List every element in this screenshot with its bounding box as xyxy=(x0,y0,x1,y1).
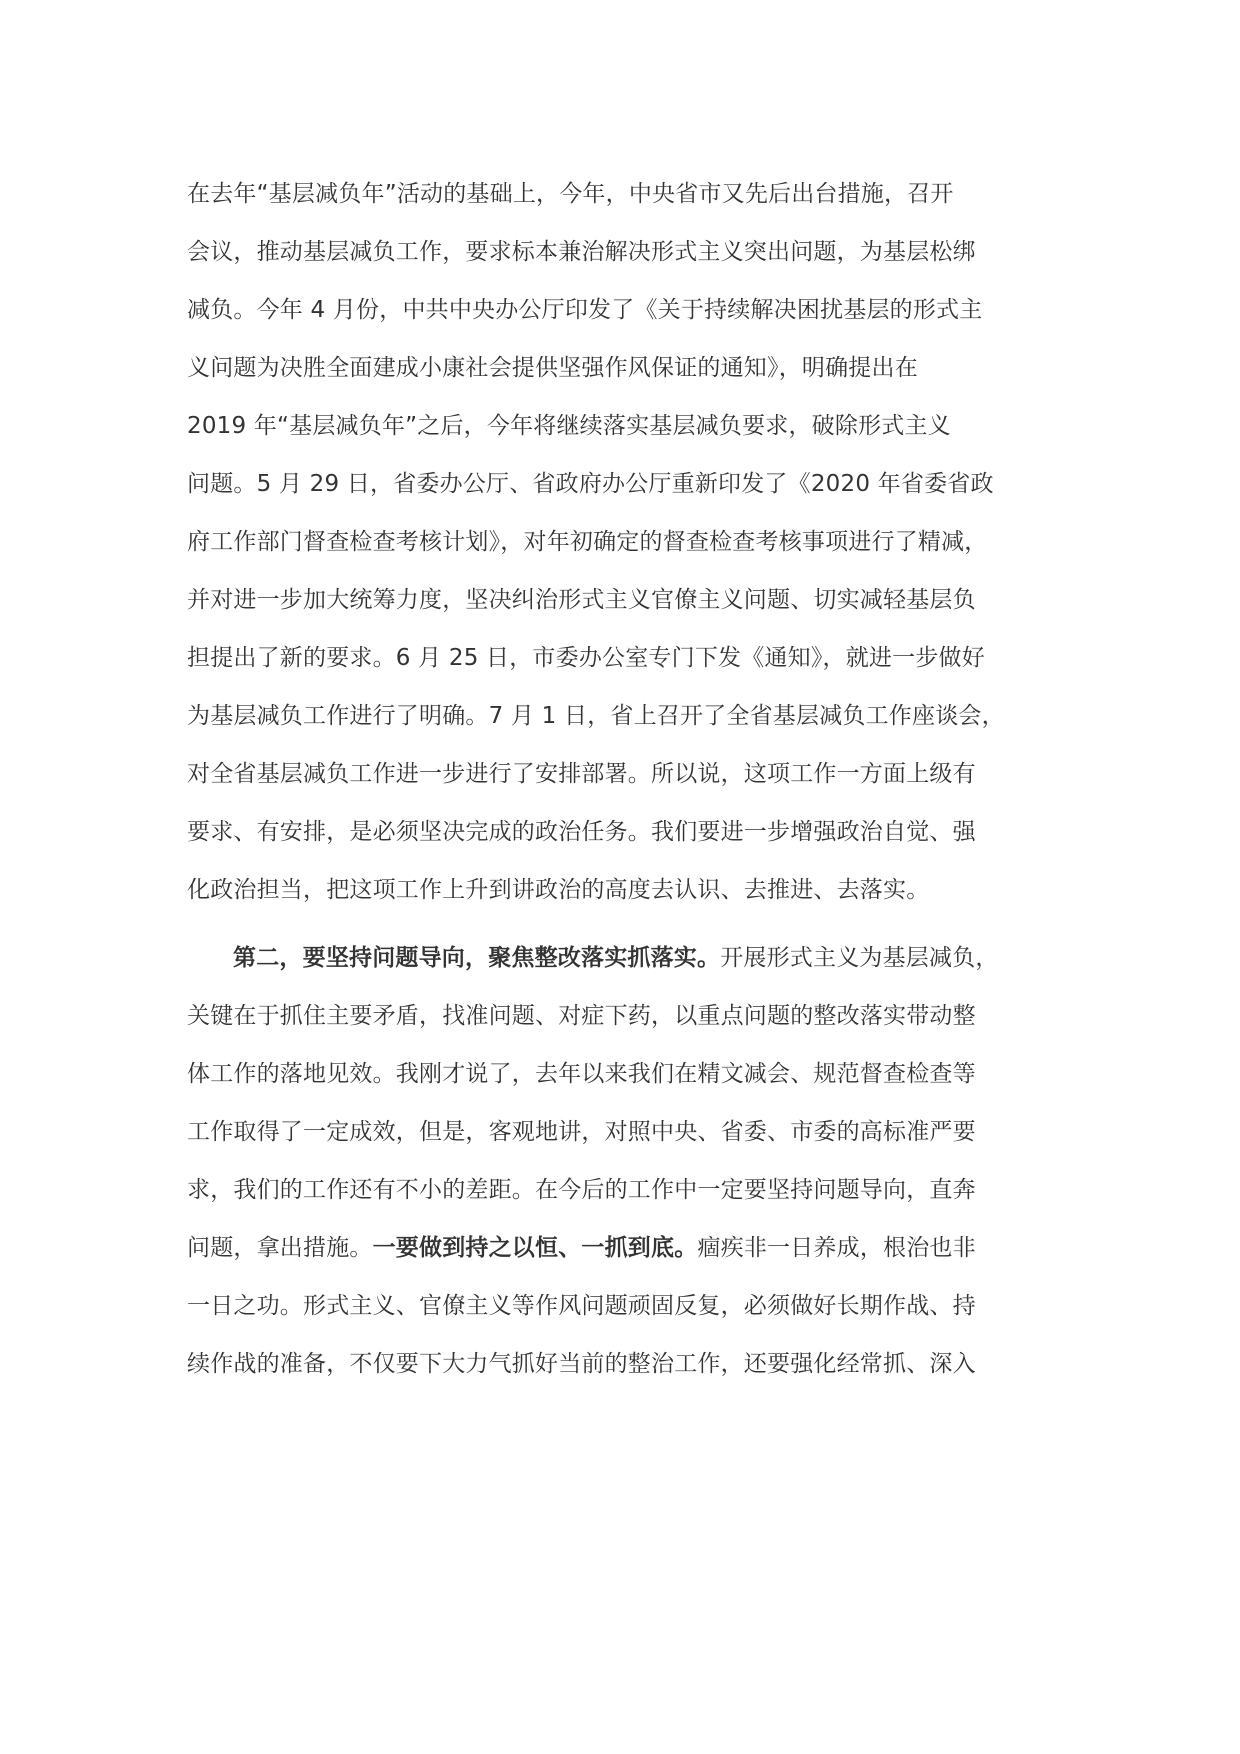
text-line: 会议，推动基层减负工作，要求标本兼治解决形式主义突出问题，为基层松绑 xyxy=(187,239,976,265)
text-line: 为基层减负工作进行了明确。7 月 1 日，省上召开了全省基层减负工作座谈会， xyxy=(187,703,1005,729)
text-line: 要求、有安排，是必须坚决完成的政治任务。我们要进一步增强政治自觉、强 xyxy=(187,819,976,845)
section-heading: 第二，要坚持问题导向，聚焦整改落实抓落实。 xyxy=(233,945,721,971)
emphasis-text: 一要做到持之以恒、一抓到底。 xyxy=(372,1235,698,1261)
text-line: 义问题为决胜全面建成小康社会提供坚强作风保证的通知》，明确提出在 xyxy=(187,355,918,381)
text-line: 在去年“基层减负年”活动的基础上，今年，中央省市又先后出台措施，召开 xyxy=(187,181,954,207)
text-line: 体工作的落地见效。我刚才说了，去年以来我们在精文减会、规范督查检查等 xyxy=(187,1061,976,1087)
text-line: 2019 年“基层减负年”之后，今年将继续落实基层减负要求，破除形式主义 xyxy=(187,413,951,439)
text-line: 并对进一步加大统筹力度，坚决纠治形式主义官僚主义问题、切实减轻基层负 xyxy=(187,587,976,613)
text-line: 一日之功。形式主义、官僚主义等作风问题顽固反复，必须做好长期作战、持 xyxy=(187,1293,976,1319)
text-line: 续作战的准备，不仅要下大力气抓好当前的整治工作，还要强化经常抓、深入 xyxy=(187,1351,976,1377)
text-line: 求，我们的工作还有不小的差距。在今后的工作中一定要坚持问题导向，直奔 xyxy=(187,1177,976,1203)
text-span: 问题，拿出措施。 xyxy=(187,1235,373,1261)
text-line: 府工作部门督查检查考核计划》，对年初确定的督查检查考核事项进行了精减， xyxy=(187,529,988,555)
text-span: 痼疾非一日养成，根治也非 xyxy=(697,1235,976,1261)
text-line xyxy=(187,1228,1067,1268)
text-line: 化政治担当，把这项工作上升到讲政治的高度去认识、去推进、去落实。 xyxy=(187,877,930,903)
text-line: 关键在于抓住主要矛盾，找准问题、对症下药，以重点问题的整改落实带动整 xyxy=(187,1003,976,1029)
text-line: 担提出了新的要求。6 月 25 日，市委办公室专门下发《通知》，就进一步做好 xyxy=(187,645,985,671)
text-line: 对全省基层减负工作进一步进行了安排部署。所以说，这项工作一方面上级有 xyxy=(187,761,976,787)
text-line: 问题。5 月 29 日，省委办公厅、省政府办公厅重新印发了《2020 年省委省政 xyxy=(187,471,994,497)
text-line: 工作取得了一定成效，但是，客观地讲，对照中央、省委、市委的高标准严要 xyxy=(187,1119,976,1145)
text-line xyxy=(233,938,1113,978)
text-span: 开展形式主义为基层减负， xyxy=(720,945,999,971)
text-line: 减负。今年 4 月份，中共中央办公厅印发了《关于持续解决困扰基层的形式主 xyxy=(187,297,983,323)
